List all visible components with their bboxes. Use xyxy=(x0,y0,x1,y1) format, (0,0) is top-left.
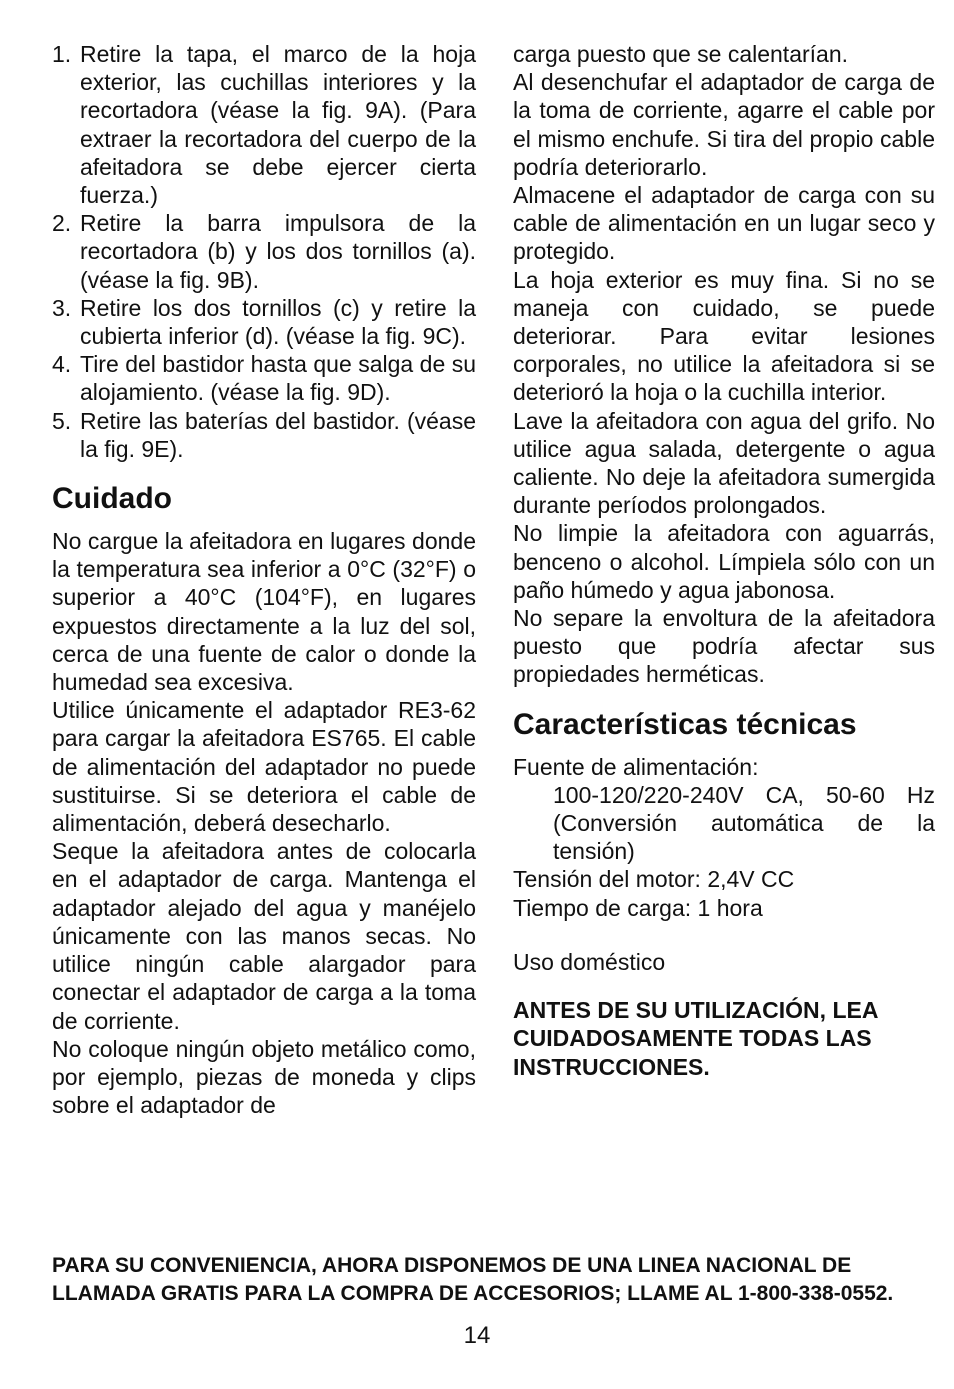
right-column xyxy=(513,40,935,1104)
step-text: Retire las baterías del bastidor. (véase la fig. 9E). xyxy=(80,407,476,462)
cuidado-paragraph: No coloque ningún objeto metálico como, por ejemplo, piezas de moneda y clips sobre el adaptador de xyxy=(52,1035,476,1119)
spec-use: Uso doméstico xyxy=(513,948,666,975)
disassembly-steps xyxy=(52,40,476,463)
spec-power-value: 100-120/220-240V CA, 50-60 Hz (Conversión automática de la tensión) xyxy=(553,781,935,865)
step-text: Retire la tapa, el marco de la hoja exterior, las cuchillas interiores y la recortadora (véase la fig. 9A). (Para extraer la recortadora del cuerpo de la afeitadora se debe ejercer cierta fuerza.) xyxy=(80,41,476,209)
spec-motor: Tensión del motor: 2,4V CC xyxy=(513,866,795,893)
cuidado-paragraph: No limpie la afeitadora con aguarrás, benceno o alcohol. Límpiela sólo con un paño húmedo y agua jabonosa. xyxy=(513,520,935,603)
cuidado-paragraph: carga puesto que se calentarían. xyxy=(513,41,849,67)
cuidado-paragraph: Almacene el adaptador de carga con su cable de alimentación en un lugar seco y protegido. xyxy=(513,182,935,265)
step-item xyxy=(52,209,476,294)
page-number: 14 xyxy=(463,1322,491,1349)
step-item xyxy=(52,294,476,350)
step-number: 1. xyxy=(52,41,72,67)
step-item xyxy=(52,350,476,406)
step-item xyxy=(52,40,476,209)
cuidado-paragraph: Al desenchufar el adaptador de carga de la toma de corriente, agarre el cable por el mismo enchufe. Si tira del propio cable podría deteriorarlo. xyxy=(513,69,935,180)
warning-text: ANTES DE SU UTILIZACIÓN, LEA CUIDADOSAMENTE TODAS LAS INSTRUCCIONES. xyxy=(513,997,878,1080)
cuidado-paragraph: No separe la envoltura de la afeitadora puesto que podría afectar sus propiedades herméticas. xyxy=(513,605,935,688)
spec-power-label: Fuente de alimentación: xyxy=(513,753,759,780)
cuidado-heading: Cuidado xyxy=(52,482,172,516)
step-number: 3. xyxy=(52,294,72,321)
spec-charge-time: Tiempo de carga: 1 hora xyxy=(513,894,763,921)
cuidado-paragraph: Seque la afeitadora antes de colocarla en el adaptador de carga. Mantenga el adaptador alejado del agua y manéjelo únicamente con las manos secas. No utilice ningún cable alargador para conectar el adaptador de carga a la toma de corriente. xyxy=(52,838,476,1034)
step-number: 4. xyxy=(52,351,72,378)
step-number: 5. xyxy=(52,407,72,434)
spacer xyxy=(513,922,935,948)
step-text: Retire la barra impulsora de la recortadora (b) y los dos tornillos (a). (véase la fig. 9B). xyxy=(80,210,476,293)
step-text: Tire del bastidor hasta que salga de su alojamiento. (véase la fig. 9D). xyxy=(80,351,476,406)
left-column xyxy=(52,40,476,1119)
step-number: 2. xyxy=(52,210,72,237)
step-item xyxy=(52,407,476,463)
cuidado-paragraph: No cargue la afeitadora en lugares donde la temperatura sea inferior a 0°C (32°F) o superior a 40°C (104°F), en lugares expuestos directamente a la luz del sol, cerca de una fuente de calor o donde la humedad sea excesiva. xyxy=(52,528,476,696)
cuidado-paragraph: Lave la afeitadora con agua del grifo. No utilice agua salada, detergente o agua caliente. No deje la afeitadora sumergida durante períodos prolongados. xyxy=(513,407,935,519)
cuidado-paragraph: La hoja exterior es muy fina. Si no se maneja con cuidado, se puede deteriorar. Para evitar lesiones corporales, no utilice la afeitadora si se deterioró la hoja o la cuchilla interior. xyxy=(513,266,935,406)
cuidado-paragraph: Utilice únicamente el adaptador RE3-62 para cargar la afeitadora ES765. El cable de alimentación del adaptador no puede sustituirse. Si se deteriora el cable de alimentación, deberá desecharlo. xyxy=(52,697,476,837)
step-text: Retire los dos tornillos (c) y retire la cubierta inferior (d). (véase la fig. 9C). xyxy=(80,294,476,350)
footer-note: PARA SU CONVENIENCIA, AHORA DISPONEMOS DE UNA LINEA NACIONAL DE LLAMADA GRATIS PARA LA COMPRA DE ACCESORIOS; LLAME AL 1-800-338-0552. xyxy=(52,1254,894,1305)
specs-heading: Características técnicas xyxy=(513,707,857,741)
